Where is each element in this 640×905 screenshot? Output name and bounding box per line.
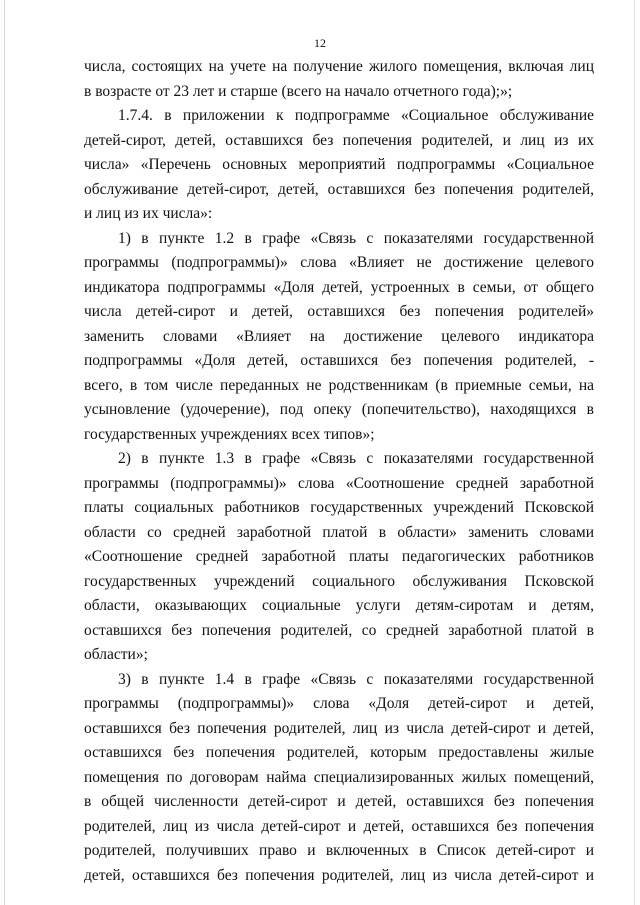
text-line: усыновление (удочерение), под опеку (попечительство), находящихся в	[84, 401, 594, 418]
text-line: области со средней заработной платой в области» заменить словами	[84, 523, 594, 541]
text-line: детей-сирот, детей, оставшихся без попечения родителей, и лиц из их	[84, 131, 594, 149]
text-line: числа, состоящих на учете на получение жилого помещения, включая лиц	[84, 58, 594, 75]
text-line: обслуживание детей-сирот, детей, оставшихся без попечения родителей,	[84, 180, 594, 198]
text-line: родителей, лиц из числа детей-сирот и детей, оставшихся без попечения	[84, 817, 594, 835]
text-line: помещения по договорам найма специализированных жилых помещений,	[84, 768, 594, 786]
text-line: подпрограммы «Доля детей, оставшихся без попечения родителей, -	[84, 352, 594, 369]
text-line: программы (подпрограммы)» слова «Доля детей-сирот и детей,	[84, 695, 594, 712]
text-line: программы (подпрограммы)» слова «Соотношение средней заработной	[84, 474, 594, 492]
text-line: оставшихся без попечения родителей, лиц из числа детей-сирот и детей,	[84, 719, 594, 737]
text-line: детей, оставшихся без попечения родителей, лиц из числа детей-сирот и	[84, 866, 594, 884]
text-line: оставшихся без попечения родителей, со средней заработной платой в	[84, 621, 594, 639]
text-line: 1) в пункте 1.2 в графе «Связь с показателями государственной	[118, 229, 594, 247]
text-line: числа» «Перечень основных мероприятий подпрограммы «Социальное	[84, 156, 594, 173]
text-line: индикатора подпрограммы «Доля детей, устроенных в семьи, от общего	[84, 278, 594, 296]
text-line: платы социальных работников государственных учреждений Псковской	[84, 499, 594, 516]
text-line: всего, в том числе переданных не родственникам (в приемные семьи, на	[84, 376, 594, 394]
text-line: оставшихся без попечения родителей, которым предоставлены жилые	[84, 744, 594, 761]
text-line: 3) в пункте 1.4 в графе «Связь с показателями государственной	[118, 670, 594, 688]
page-number: 12	[314, 36, 326, 50]
text-line: государственных учреждений социального обслуживания Псковской	[84, 572, 594, 590]
scan-edge-left	[4, 0, 5, 905]
text-line: в общей численности детей-сирот и детей, оставшихся без попечения	[84, 793, 594, 810]
text-line: «Соотношение средней заработной платы педагогических работников	[84, 548, 594, 565]
scan-edge-right	[634, 0, 635, 905]
text-line: числа детей-сирот и детей, оставшихся без попечения родителей»	[84, 303, 594, 320]
text-line: области»;	[84, 646, 148, 663]
text-line: области, оказывающих социальные услуги детям-сиротам и детям,	[84, 597, 594, 614]
text-line: в возрасте от 23 лет и старше (всего на начало отчетного года);»;	[84, 82, 513, 100]
text-line: 2) в пункте 1.3 в графе «Связь с показателями государственной	[118, 450, 594, 467]
text-line: 1.7.4. в приложении к подпрограмме «Социальное обслуживание	[118, 107, 594, 124]
text-line: государственных учреждениях всех типов»;	[84, 425, 375, 443]
text-line: заменить словами «Влияет на достижение целевого индикатора	[84, 327, 594, 345]
text-line: программы (подпрограммы)» слова «Влияет не достижение целевого	[84, 254, 594, 271]
text-line: и лиц из их числа»:	[84, 205, 213, 222]
text-line: родителей, получивших право и включенных в Список детей-сирот и	[84, 842, 594, 859]
body-text	[84, 55, 594, 888]
